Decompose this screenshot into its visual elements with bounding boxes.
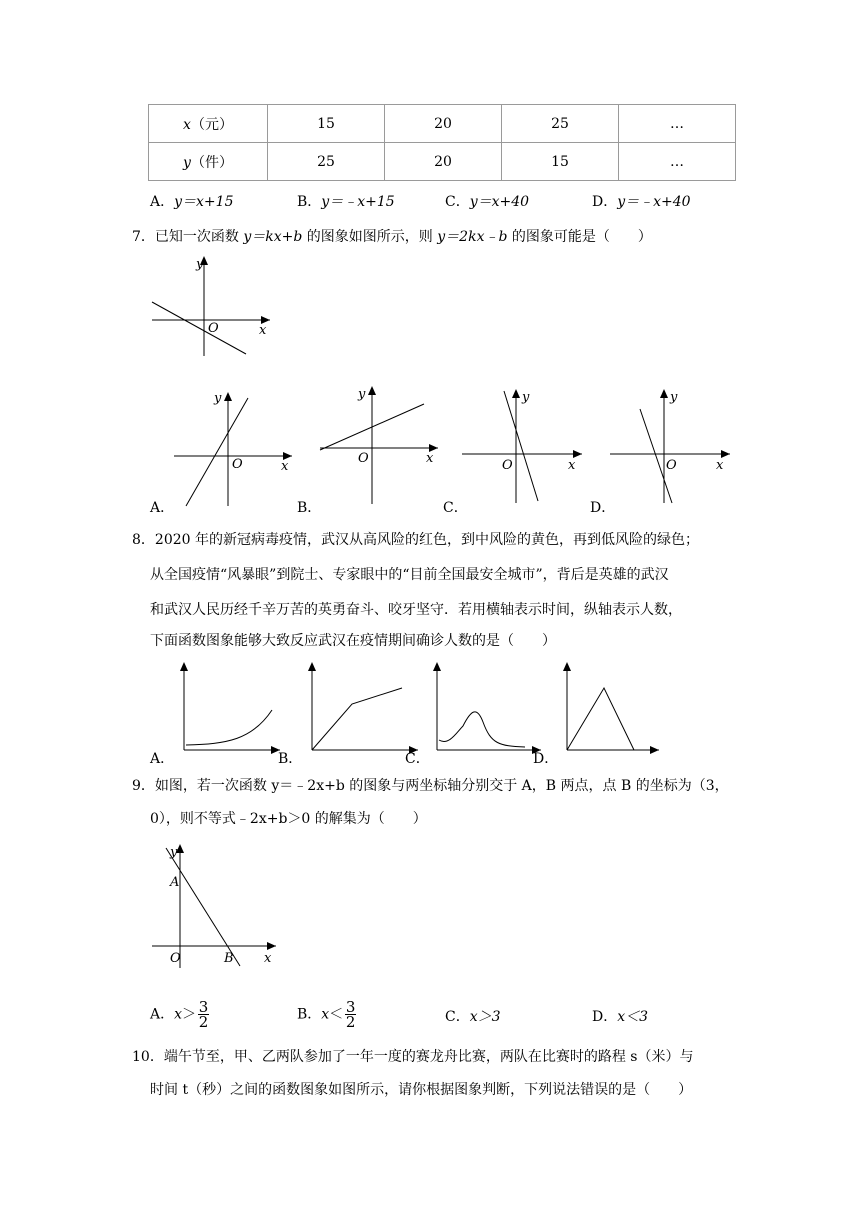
q8-stem-line-3: 和武汉人民历经千辛万苦的英勇奋斗、咬牙坚守．若用横轴表示时间，纵轴表示人数， — [150, 602, 682, 618]
q8-stem-line-2: 从全国疫情“风暴眼”到院士、专家眼中的“目前全国最安全城市”，背后是英雄的武汉 — [150, 567, 669, 583]
svg-text:O: O — [232, 457, 243, 472]
table-cell: … — [619, 143, 736, 181]
svg-text:O: O — [170, 951, 181, 966]
q7-stem: 7．已知一次函数 y＝kx+b 的图象如图所示，则 y＝2kx﹣b 的图象可能是（ ） — [132, 229, 652, 245]
q8-option-b-label: B． — [278, 751, 303, 767]
svg-text:y: y — [522, 390, 530, 405]
row-header: x（元） — [149, 105, 268, 143]
q8-option-c-graph[interactable] — [425, 660, 545, 760]
q8-option-a-graph[interactable] — [172, 660, 282, 760]
q6-option-d[interactable]: D．y＝﹣x+40 — [592, 194, 691, 210]
table-cell: 15 — [502, 143, 619, 181]
q7-option-b-graph[interactable] — [314, 382, 444, 506]
q7-option-d-graph[interactable] — [606, 385, 736, 505]
q8-stem-line-4: 下面函数图象能够大致反应武汉在疫情期间确诊人数的是（ ） — [150, 633, 556, 649]
q8-option-a-label: A． — [150, 751, 175, 767]
q7-option-c-graph[interactable] — [458, 385, 588, 505]
svg-text:O: O — [502, 458, 513, 473]
q9-graph — [148, 840, 280, 970]
table-cell: 25 — [502, 105, 619, 143]
q9-stem-line-1: 9．如图，若一次函数 y＝﹣2x+b 的图象与两坐标轴分别交于 A，B 两点，点 B 的坐标为（3， — [132, 778, 729, 794]
q6-option-c[interactable]: C．y＝x+40 — [445, 194, 530, 210]
svg-text:O: O — [358, 451, 369, 466]
table-cell: … — [619, 105, 736, 143]
svg-text:y: y — [358, 387, 366, 402]
table-cell: 15 — [268, 105, 385, 143]
q8-option-d-graph[interactable] — [555, 660, 665, 760]
svg-text:O: O — [208, 321, 219, 336]
q7-option-c-label: C． — [443, 500, 468, 516]
q7-option-b-label: B． — [297, 500, 322, 516]
q7-option-a-graph[interactable] — [168, 388, 298, 508]
svg-text:x: x — [264, 951, 272, 966]
table-row — [149, 143, 736, 181]
svg-text:y: y — [670, 390, 678, 405]
q10-stem-line-1: 10．端午节至，甲、乙两队参加了一年一度的赛龙舟比赛，两队在比赛时的路程 s（米）与 — [132, 1049, 694, 1065]
row-header: y（件） — [149, 143, 268, 181]
svg-text:x: x — [716, 458, 724, 473]
q10-stem-line-2: 时间 t（秒）之间的函数图象如图所示，请你根据图象判断，下列说法错误的是（ ） — [150, 1082, 693, 1098]
q9-option-c[interactable]: C．x＞3 — [445, 1009, 501, 1025]
q7-option-a-label: A． — [150, 500, 175, 516]
table-cell: 25 — [268, 143, 385, 181]
q8-stem-line-1: 8．2020 年的新冠病毒疫情，武汉从高风险的红色，到中风险的黄色，再到低风险的绿色； — [132, 532, 699, 548]
svg-text:y: y — [214, 391, 222, 406]
svg-text:x: x — [426, 451, 434, 466]
svg-text:B: B — [224, 951, 234, 966]
svg-text:y: y — [196, 257, 204, 272]
q9-option-a[interactable]: A．x＞ $\frac{3}{2}$ — [150, 998, 209, 1031]
q8-option-b-graph[interactable] — [300, 660, 422, 760]
q7-given-graph — [146, 252, 276, 362]
table-cell: 20 — [385, 143, 502, 181]
q9-option-d[interactable]: D．x＜3 — [592, 1009, 649, 1025]
svg-text:y: y — [170, 845, 178, 860]
q6-option-b[interactable]: B．y＝﹣x+15 — [297, 194, 395, 210]
q8-option-c-label: C． — [405, 751, 430, 767]
svg-text:x: x — [281, 459, 289, 474]
q6-option-a[interactable]: A．y＝x+15 — [150, 194, 234, 210]
q9-stem-line-2: 0），则不等式﹣2x+b＞0 的解集为（ ） — [150, 811, 427, 827]
svg-text:A: A — [170, 875, 180, 890]
table-row — [149, 105, 736, 143]
q8-option-d-label: D． — [533, 751, 559, 767]
q7-option-d-label: D． — [590, 500, 616, 516]
table-cell: 20 — [385, 105, 502, 143]
price-quantity-table — [148, 104, 736, 181]
q9-option-b[interactable]: B．x＜ $\frac{3}{2}$ — [297, 998, 356, 1031]
svg-text:x: x — [568, 458, 576, 473]
svg-text:x: x — [259, 323, 267, 338]
svg-text:O: O — [666, 458, 677, 473]
